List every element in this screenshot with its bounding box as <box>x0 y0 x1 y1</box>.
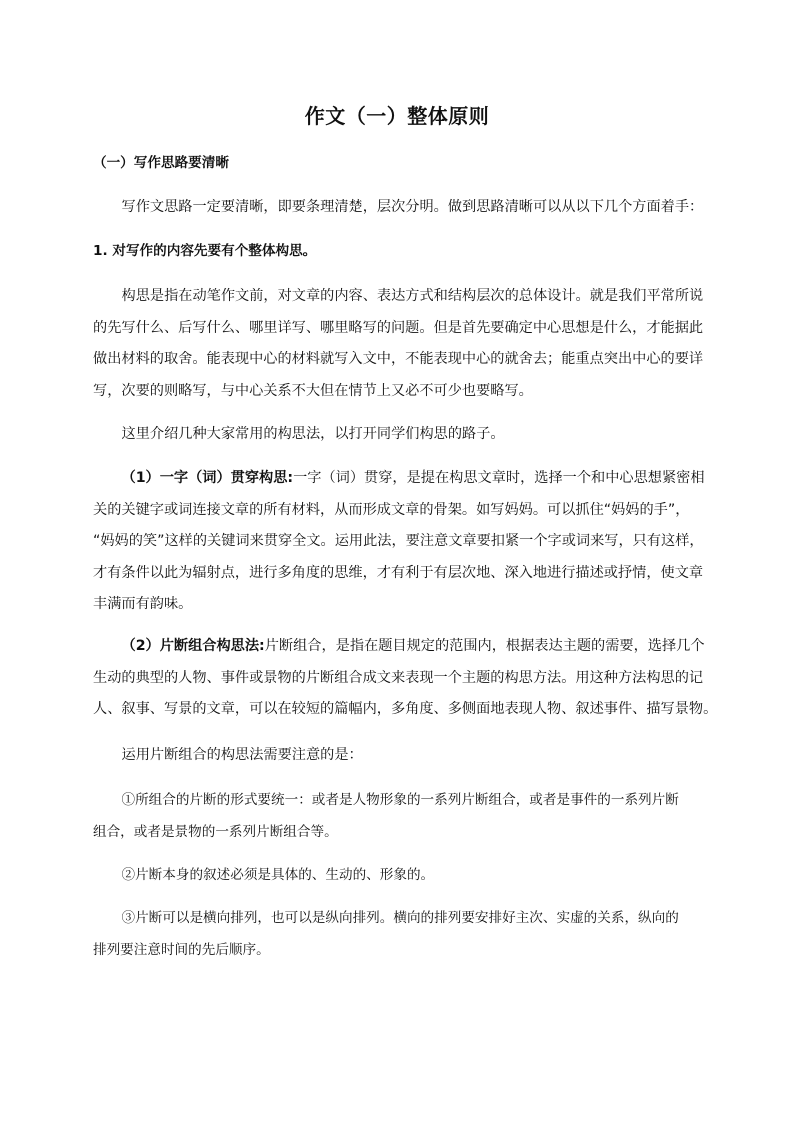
paragraph-line <box>93 463 705 495</box>
paragraph-line: 做出材料的取舍。能表现中心的材料就写入文中，不能表现中心的就舍去；能重点突出中心的要详 <box>93 351 704 367</box>
paragraph-line: 生动的典型的人物、事件或景物的片断组合成文来表现一个主题的构思方法。用这种方法构思的记 <box>93 669 704 686</box>
intro-paragraph: 写作文思路一定要清晰，即要条理清楚，层次分明。做到思路清晰可以从以下几个方面着手： <box>121 199 704 215</box>
method1-label: （1）一字（词）贯穿构思: <box>121 470 294 486</box>
paragraph-line: 人、叙事、写景的文章，可以在较短的篇幅内，多角度、多侧面地表现人物、叙述事件、描写景物。 <box>93 701 718 717</box>
paragraph-line: 才有条件以此为辐射点，进行多角度的思维，才有利于有层次地、深入地进行描述或抒情，使文章 <box>93 564 704 581</box>
note2-paragraph: ②片断本身的叙述必须是具体的、生动的、形象的。 <box>121 867 435 883</box>
paragraph-line: “妈妈的笑”这样的关键词来贯穿全文。运用此法，要注意文章要扣紧一个字或词来写，只有这样， <box>93 533 704 549</box>
section-heading: （一）写作思路要清晰 <box>93 155 229 171</box>
concept-paragraph <box>93 281 705 407</box>
paragraph-line: ①所组合的片断的形式要统一：或者是人物形象的一系列片断组合，或者是事件的一系列片断 <box>121 792 679 808</box>
methods-intro-paragraph: 这里介绍几种大家常用的构思法，以打开同学们构思的路子。 <box>121 426 505 442</box>
point-heading: 1. 对写作的内容先要有个整体构思。 <box>93 243 317 259</box>
note3-paragraph <box>93 903 705 966</box>
note1-paragraph <box>93 785 705 848</box>
paragraph-line: ③片断可以是横向排列，也可以是纵向排列。横向的排列要安排好主次、实虚的关系，纵向的 <box>121 910 679 926</box>
notes-intro-paragraph: 运用片断组合的构思法需要注意的是： <box>121 747 363 763</box>
paragraph-line: 关的关键字或词连接文章的所有材料，从而形成文章的骨架。如写妈妈。可以抓住“妈妈的手”， <box>93 501 690 518</box>
paragraph-line: 组合，或者是景物的一系列片断组合等。 <box>93 823 338 840</box>
paragraph-line: 构思是指在动笔作文前，对文章的内容、表达方式和结构层次的总体设计。就是我们平常所说 <box>121 288 704 304</box>
page-title: 作文（一）整体原则 <box>304 104 490 128</box>
method1-text: 一字（词）贯穿，是提在构思文章时，选择一个和中心思想紧密相 <box>293 470 705 486</box>
paragraph-line: 排列要注意时间的先后顺序。 <box>93 941 270 958</box>
method2-text: 片断组合，是指在题目规定的范围内，根据表达主题的需要，选择几个 <box>264 638 705 654</box>
method1-paragraph <box>93 463 705 621</box>
method2-label: （2）片断组合构思法: <box>121 638 265 654</box>
paragraph-line: 的先写什么、后写什么、哪里详写、哪里略写的问题。但是首先要确定中心思想是什么，才能据此 <box>93 319 704 336</box>
paragraph-line: 丰满而有韵味。 <box>93 596 193 612</box>
method2-paragraph <box>93 631 718 726</box>
paragraph-line: 写，次要的则略写，与中心关系不大但在情节上又必不可少也要略写。 <box>93 382 533 399</box>
paragraph-line <box>93 631 705 663</box>
